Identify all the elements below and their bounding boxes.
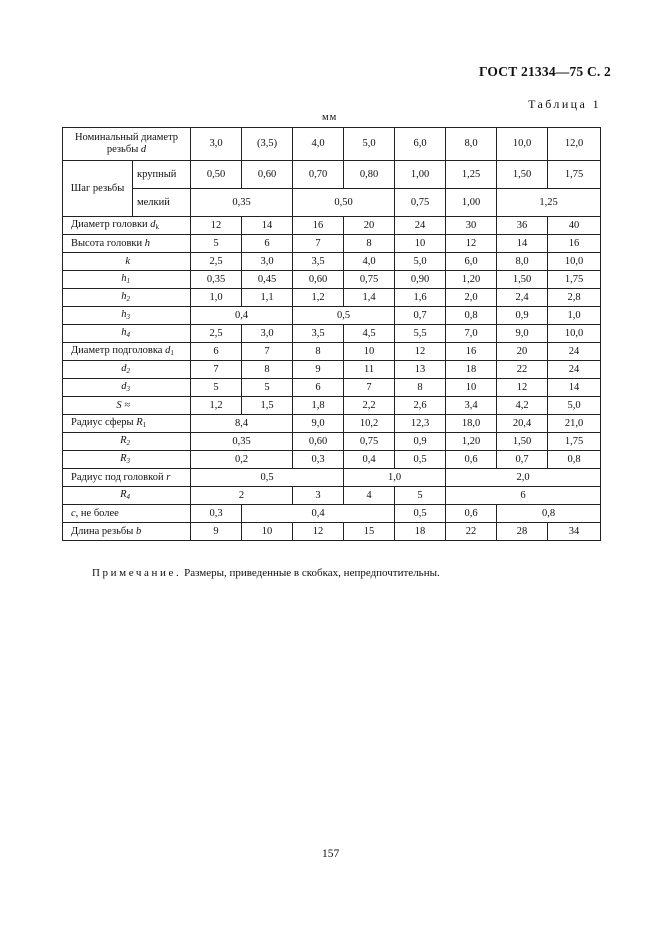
table-cell: 10 [446, 379, 497, 397]
table-cell: 1,50 [497, 433, 548, 451]
table-cell: 6 [293, 379, 344, 397]
table-cell: 2,4 [497, 289, 548, 307]
row-label-head-height: Высота головки h [63, 235, 191, 253]
table-cell: 2,6 [395, 397, 446, 415]
dimensions-table [62, 127, 601, 541]
table-cell: 2,8 [548, 289, 601, 307]
table-cell: 10 [344, 343, 395, 361]
table-cell: 0,8 [548, 451, 601, 469]
table-cell: 0,4 [242, 505, 395, 523]
table-cell: 0,5 [191, 469, 344, 487]
table-cell: 8 [395, 379, 446, 397]
row-label-coarse: крупный [133, 161, 191, 189]
table-cell: 6,0 [395, 128, 446, 161]
table-cell: 0,35 [191, 271, 242, 289]
table-cell: 2,0 [446, 289, 497, 307]
page-number: 157 [322, 848, 340, 860]
table-cell: 0,2 [191, 451, 293, 469]
table-cell: 1,5 [242, 397, 293, 415]
table-row [63, 523, 601, 541]
table-cell: 10,0 [497, 128, 548, 161]
table-row [63, 505, 601, 523]
table-row [63, 343, 601, 361]
table-cell: 12 [191, 217, 242, 235]
row-label-fine: мелкий [133, 189, 191, 217]
table-cell: 1,00 [395, 161, 446, 189]
table-cell: 22 [497, 361, 548, 379]
table-cell: 0,50 [191, 161, 242, 189]
table-caption: Таблица 1 [528, 97, 601, 111]
table-cell: 0,60 [293, 271, 344, 289]
table-row [63, 253, 601, 271]
table-cell: 1,0 [344, 469, 446, 487]
table-cell: 7 [344, 379, 395, 397]
table-cell: 3,5 [293, 325, 344, 343]
table-cell: 8,0 [446, 128, 497, 161]
table-cell: 0,60 [293, 433, 344, 451]
table-cell: 1,6 [395, 289, 446, 307]
table-cell: 5 [191, 235, 242, 253]
table-cell: 15 [344, 523, 395, 541]
table-cell: 5,0 [395, 253, 446, 271]
table-cell: 0,35 [191, 189, 293, 217]
table-cell: 3 [293, 487, 344, 505]
table-cell: 3,0 [242, 325, 293, 343]
table-cell: 20 [344, 217, 395, 235]
table-cell: 1,75 [548, 433, 601, 451]
table-row [63, 451, 601, 469]
table-cell: 0,4 [191, 307, 293, 325]
table-row [63, 469, 601, 487]
table-cell: 5 [242, 379, 293, 397]
table-cell: 4,2 [497, 397, 548, 415]
table-cell: (3,5) [242, 128, 293, 161]
table-cell: 10 [395, 235, 446, 253]
table-cell: 4 [344, 487, 395, 505]
table-cell: 7 [293, 235, 344, 253]
table-cell: 0,60 [242, 161, 293, 189]
table-cell: 0,5 [293, 307, 395, 325]
note-lead: Примечание. [92, 567, 182, 579]
table-cell: 10,0 [548, 253, 601, 271]
table-cell: 9 [293, 361, 344, 379]
table-cell: 1,75 [548, 161, 601, 189]
table-cell: 20 [497, 343, 548, 361]
table-cell: 2,5 [191, 325, 242, 343]
table-cell: 3,0 [242, 253, 293, 271]
table-row [63, 271, 601, 289]
table-cell: 1,1 [242, 289, 293, 307]
table-cell: 1,4 [344, 289, 395, 307]
table-cell: 5,5 [395, 325, 446, 343]
table-cell: 22 [446, 523, 497, 541]
table-cell: 8,0 [497, 253, 548, 271]
table-cell: 0,80 [344, 161, 395, 189]
row-label-c: c, не более [63, 505, 191, 523]
table-cell: 18,0 [446, 415, 497, 433]
table-cell: 6 [446, 487, 601, 505]
table-cell: 40 [548, 217, 601, 235]
table-cell: 0,9 [497, 307, 548, 325]
table-cell: 2 [191, 487, 293, 505]
table-cell: 0,3 [293, 451, 344, 469]
table-cell: 36 [497, 217, 548, 235]
table-cell: 0,6 [446, 505, 497, 523]
table-cell: 9 [191, 523, 242, 541]
row-label-h2: $h_2$ [63, 289, 191, 307]
table-cell: 7 [242, 343, 293, 361]
table-cell: 8 [242, 361, 293, 379]
table-cell: 10 [242, 523, 293, 541]
document-code: ГОСТ 21334—75 С. 2 [478, 64, 611, 79]
table-cell: 0,75 [344, 271, 395, 289]
table-cell: 0,4 [344, 451, 395, 469]
note-text: Размеры, приведенные в скобках, непредпочтительны. [181, 567, 440, 579]
table-cell: 6 [191, 343, 242, 361]
table-cell: 7 [191, 361, 242, 379]
table-cell: 1,8 [293, 397, 344, 415]
table-row [63, 307, 601, 325]
table-cell: 2,2 [344, 397, 395, 415]
table-cell: 4,0 [344, 253, 395, 271]
table-cell: 1,20 [446, 433, 497, 451]
table-cell: 0,75 [395, 189, 446, 217]
table-cell: 12 [497, 379, 548, 397]
table-cell: 0,6 [446, 451, 497, 469]
table-row [63, 433, 601, 451]
table-cell: 16 [293, 217, 344, 235]
table-cell: 24 [548, 361, 601, 379]
table-row [63, 487, 601, 505]
table-note [92, 567, 440, 579]
table-cell: 1,2 [293, 289, 344, 307]
table-cell: 16 [446, 343, 497, 361]
table-cell: 30 [446, 217, 497, 235]
table-cell: 0,70 [293, 161, 344, 189]
table-row [63, 397, 601, 415]
table-cell: 0,7 [395, 307, 446, 325]
table-cell: 14 [242, 217, 293, 235]
table-cell: 13 [395, 361, 446, 379]
table-cell: 18 [446, 361, 497, 379]
row-label-k: k [63, 253, 191, 271]
table-cell: 3,0 [191, 128, 242, 161]
table-row [63, 235, 601, 253]
table-cell: 4,0 [293, 128, 344, 161]
table-cell: 14 [497, 235, 548, 253]
row-label-sphere-radius: Радиус сферы $R_1$ [63, 415, 191, 433]
table-cell: 5,0 [344, 128, 395, 161]
row-label-h1: $h_1$ [63, 271, 191, 289]
table-row [63, 415, 601, 433]
table-cell: 1,50 [497, 271, 548, 289]
table-cell: 0,75 [344, 433, 395, 451]
table-cell: 1,20 [446, 271, 497, 289]
table-cell: 5,0 [548, 397, 601, 415]
table-cell: 7,0 [446, 325, 497, 343]
row-label-underhead-radius: Радиус под головкой r [63, 469, 191, 487]
table-cell: 12 [293, 523, 344, 541]
table-cell: 20,4 [497, 415, 548, 433]
table-cell: 1,2 [191, 397, 242, 415]
table-row [63, 128, 601, 161]
table-cell: 6 [242, 235, 293, 253]
row-label-underhead-diameter: Диаметр подголовка $d_1$ [63, 343, 191, 361]
table-cell: 8,4 [191, 415, 293, 433]
table-cell: 28 [497, 523, 548, 541]
table-cell: 34 [548, 523, 601, 541]
table-cell: 3,4 [446, 397, 497, 415]
table-cell: 6,0 [446, 253, 497, 271]
table-cell: 9,0 [497, 325, 548, 343]
row-label-r2: $R_2$ [63, 433, 191, 451]
table-cell: 24 [548, 343, 601, 361]
table-cell: 1,25 [497, 189, 601, 217]
table-cell: 12 [446, 235, 497, 253]
table-cell: 21,0 [548, 415, 601, 433]
table-cell: 10,0 [548, 325, 601, 343]
row-label-s: S ≈ [63, 397, 191, 415]
table-cell: 24 [395, 217, 446, 235]
table-cell: 1,25 [446, 161, 497, 189]
table-cell: 18 [395, 523, 446, 541]
table-cell: 0,9 [395, 433, 446, 451]
row-label-d2: $d_2$ [63, 361, 191, 379]
table-row [63, 289, 601, 307]
table-cell: 0,7 [497, 451, 548, 469]
table-cell: 9,0 [293, 415, 344, 433]
table-cell: 0,5 [395, 505, 446, 523]
table-cell: 0,3 [191, 505, 242, 523]
row-label-h3: $h_3$ [63, 307, 191, 325]
table-cell: 2,0 [446, 469, 601, 487]
table-cell: 14 [548, 379, 601, 397]
table-cell: 5 [191, 379, 242, 397]
table-cell: 12 [395, 343, 446, 361]
table-cell: 1,50 [497, 161, 548, 189]
table-cell: 0,35 [191, 433, 293, 451]
table-cell: 5 [395, 487, 446, 505]
row-label-r3: $R_3$ [63, 451, 191, 469]
row-label-h4: $h_4$ [63, 325, 191, 343]
table-cell: 16 [548, 235, 601, 253]
table-row [63, 361, 601, 379]
table-row [63, 161, 601, 189]
table-cell: 0,50 [293, 189, 395, 217]
table-cell: 10,2 [344, 415, 395, 433]
table-cell: 0,8 [446, 307, 497, 325]
row-label-r4: $R_4$ [63, 487, 191, 505]
table-cell: 1,00 [446, 189, 497, 217]
table-cell: 0,45 [242, 271, 293, 289]
row-label-thread-length: Длина резьбы b [63, 523, 191, 541]
row-label-head-diameter: Диаметр головки $d_k$ [63, 217, 191, 235]
table-row [63, 325, 601, 343]
table-cell: 0,5 [395, 451, 446, 469]
table-cell: 12,0 [548, 128, 601, 161]
row-label-thread-pitch: Шаг резьбы [63, 161, 133, 217]
table-row [63, 189, 601, 217]
unit-label: мм [322, 112, 338, 123]
table-row [63, 379, 601, 397]
table-cell: 12,3 [395, 415, 446, 433]
table-cell: 8 [344, 235, 395, 253]
table-row [63, 217, 601, 235]
row-label-d3: $d_3$ [63, 379, 191, 397]
table-cell: 8 [293, 343, 344, 361]
row-label-nominal-diameter: Номинальный диаметр резьбы d [63, 128, 191, 161]
table-cell: 0,8 [497, 505, 601, 523]
table-cell: 1,0 [548, 307, 601, 325]
table-cell: 11 [344, 361, 395, 379]
table-cell: 1,75 [548, 271, 601, 289]
table-cell: 4,5 [344, 325, 395, 343]
table-cell: 2,5 [191, 253, 242, 271]
table-cell: 1,0 [191, 289, 242, 307]
table-cell: 0,90 [395, 271, 446, 289]
table-cell: 3,5 [293, 253, 344, 271]
